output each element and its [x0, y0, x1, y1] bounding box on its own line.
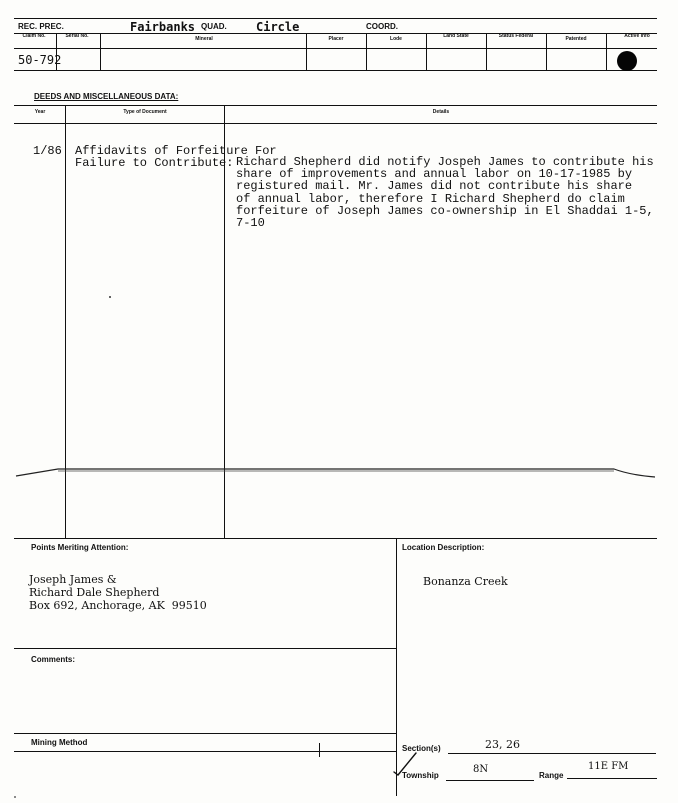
mining-method-label: Mining Method — [31, 738, 88, 747]
points-line: Richard Dale Shepherd — [29, 586, 160, 599]
location-value: Bonanza Creek — [423, 575, 508, 588]
col-divider — [546, 33, 547, 70]
points-label: Points Meriting Attention: — [31, 543, 129, 552]
points-line: Box 692, Anchorage, AK 99510 — [29, 599, 207, 612]
deeds-section-title: DEEDS AND MISCELLANEOUS DATA: — [34, 92, 179, 101]
col-divider — [606, 33, 607, 70]
location-label: Location Description: — [402, 543, 485, 552]
check-mark — [390, 748, 420, 778]
top-border — [14, 18, 657, 19]
col-divider — [486, 33, 487, 70]
quad-label: QUAD. — [201, 22, 227, 31]
points-line: Joseph James & — [29, 573, 117, 586]
col-status-federal: Status Federal — [498, 33, 534, 39]
details-line: of annual labor, therefore I Richard Shepherd do claim — [236, 191, 625, 206]
col-placer: Placer — [328, 36, 344, 42]
range-label: Range — [539, 771, 564, 780]
range-underline — [567, 778, 657, 779]
comments-bottom-rule — [14, 733, 396, 734]
township-value: 8N — [473, 764, 489, 775]
details-line: Richard Shepherd did notify Jospeh James to contribute his — [236, 155, 654, 169]
township-underline — [446, 780, 534, 781]
township-label: Township — [402, 771, 439, 780]
speck-mark — [14, 796, 16, 798]
entry-type-line2: Failure to Contribute: — [75, 156, 234, 170]
entry-year: 1/86 — [33, 144, 62, 158]
rec-prec-value: Fairbanks — [130, 20, 196, 34]
details-line: forfeiture of Joseph James co-ownership in El Shaddai 1-5, — [236, 203, 654, 218]
entry-details — [236, 156, 654, 229]
claim-no-value: 50-792 — [18, 53, 62, 67]
header-rule — [14, 33, 657, 34]
col-mineral: Mineral — [195, 36, 213, 42]
col-details: Details — [432, 109, 450, 115]
record-row-bottom — [14, 70, 657, 71]
active-dot-mark — [617, 51, 637, 71]
section-label: Section(s) — [402, 744, 441, 753]
quad-value: Circle — [256, 20, 300, 34]
col-claim-no: Claim No. — [22, 33, 46, 39]
section-underline — [448, 753, 656, 754]
rec-prec-label: REC. PREC. — [18, 22, 64, 31]
section-value: 23, 26 — [485, 738, 520, 751]
col-divider — [100, 33, 101, 70]
deeds-bottom-rule — [14, 538, 657, 539]
col-divider — [306, 33, 307, 70]
fold-line-mark — [0, 455, 678, 495]
col-lode: Lode — [390, 36, 402, 42]
details-line: 7-10 — [236, 216, 265, 231]
details-line: registured mail. Mr. James did not contribute his share — [236, 179, 633, 194]
col-year: Year — [34, 109, 46, 115]
mining-method-rule — [14, 751, 396, 752]
col-divider — [366, 33, 367, 70]
range-value: 11E FM — [588, 761, 629, 772]
col-land-state: Land State — [443, 33, 469, 39]
col-divider — [426, 33, 427, 70]
deeds-head-rule — [14, 123, 657, 124]
col-patented: Patented — [565, 36, 587, 42]
col-serial-no: Serial No. — [65, 33, 89, 39]
comments-label: Comments: — [31, 655, 76, 664]
deeds-top-rule — [14, 105, 657, 106]
entry-type-line1: Affidavits of Forfeiture For — [75, 144, 277, 158]
col-type-of-document: Type of Document — [123, 109, 167, 115]
points-bottom-rule — [14, 648, 396, 649]
coord-label: COORD. — [366, 22, 398, 31]
colhead-rule — [14, 48, 657, 49]
speck-mark — [109, 296, 111, 298]
details-line: share of improvements and annual labor on 10-17-1985 by — [236, 167, 633, 182]
tick-mark — [319, 743, 320, 757]
col-active-info: Active Info — [624, 33, 650, 39]
